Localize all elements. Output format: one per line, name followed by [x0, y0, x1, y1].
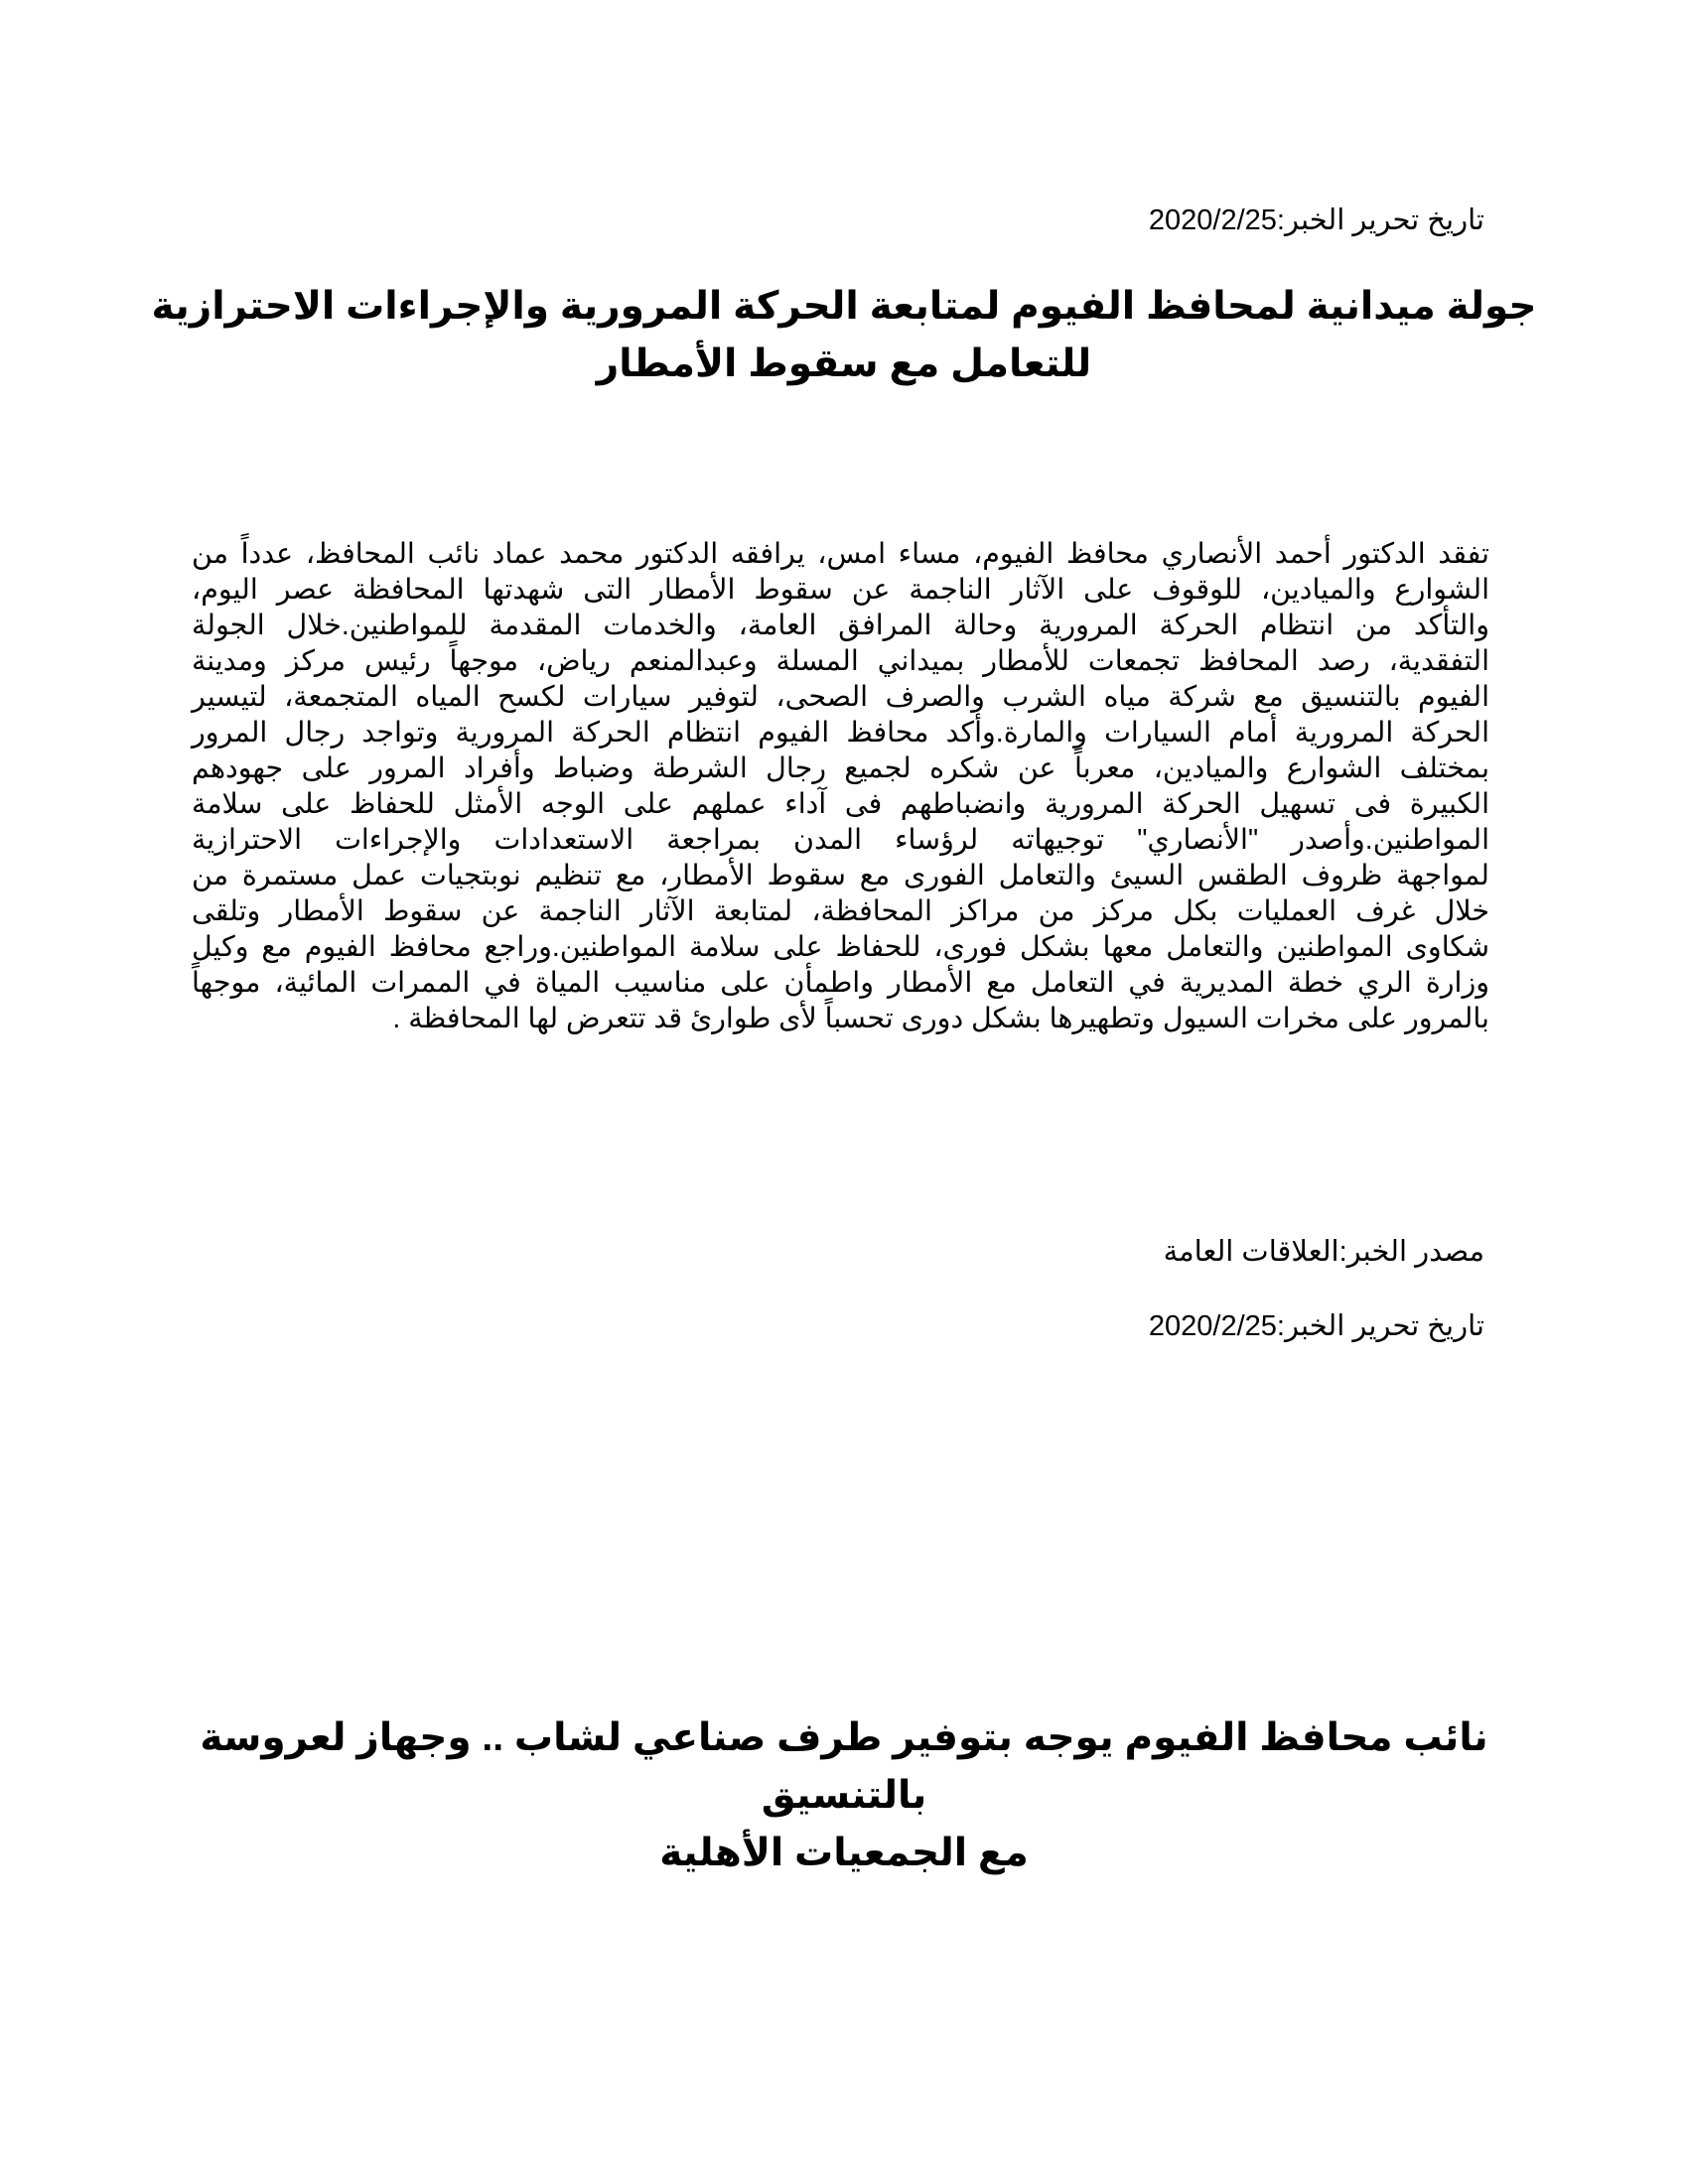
body-line: شكاوى المواطنين والتعامل معها بشكل فورى، للحفاظ على سلامة المواطنين.وراجع محافظ الفيوم مع وكيل	[192, 931, 1489, 963]
article-source	[1164, 1234, 1484, 1270]
body-line: لمواجهة ظروف الطقس السيئ والتعامل الفورى مع سقوط الأمطار، مع تنظيم نوبتجيات عمل مستمرة من	[192, 860, 1489, 891]
date-value: 2020/2/25	[1148, 205, 1277, 236]
article-date	[1149, 203, 1484, 238]
article-headline	[149, 278, 1539, 393]
headline-line-2: للتعامل مع سقوط الأمطار	[596, 342, 1092, 385]
body-line: التفقدية، رصد المحافظ تجمعات للأمطار بميداني المسلة وعبدالمنعم رياض، موجهاً رئيس مركز ومدينة	[192, 645, 1489, 677]
headline-line-1: نائب محافظ الفيوم يوجه بتوفير طرف صناعي لشاب .. وجهاز لعروسة بالتنسيق	[200, 1716, 1488, 1817]
date-label: تاريخ تحرير الخبر:	[1276, 1310, 1484, 1342]
body-line: الكبيرة فى تسهيل الحركة المرورية وانضباطهم فى آداء عملهم على الوجه الأمثل للحفاظ على سلامة	[192, 788, 1489, 820]
body-line: الفيوم بالتنسيق مع شركة مياه الشرب والصرف الصحى، لتوفير سيارات لكسح المياه المتجمعة، لتيسير	[192, 681, 1489, 713]
body-line: والتأكد من انتظام الحركة المرورية وحالة المرافق العامة، والخدمات المقدمة للمواطنين.خلال الجولة	[192, 610, 1489, 641]
body-line: الشوارع والميادين، للوقوف على الآثار الناجمة عن سقوط الأمطار التى شهدتها المحافظة عصر اليوم،	[192, 574, 1489, 606]
body-line: الحركة المرورية أمام السيارات والمارة.وأكد محافظ الفيوم انتظام الحركة المرورية وتواجد رجال المرور	[192, 717, 1489, 749]
body-line: المواطنين.وأصدر "الأنصاري" توجيهاته لرؤساء المدن بمراجعة الاستعدادات والإجراءات الاحترازية	[192, 824, 1489, 856]
article-date-footer	[1149, 1308, 1484, 1344]
article-body	[192, 536, 1489, 1036]
next-article-headline	[149, 1709, 1539, 1882]
body-line: بالمرور على مخرات السيول وتطهيرها بشكل دورى تحسباً لأى طوارئ قد تتعرض لها المحافظة .	[392, 1003, 1489, 1034]
headline-line-1: جولة ميدانية لمحافظ الفيوم لمتابعة الحركة المرورية والإجراءات الاحترازية	[151, 285, 1537, 328]
source-value: العلاقات العامة	[1163, 1236, 1339, 1268]
date-value: 2020/2/25	[1148, 1310, 1277, 1342]
body-line: وزارة الري خطة المديرية في التعامل مع الأمطار واطمأن على مناسيب المياة في الممرات المائية، موجهاً	[192, 967, 1489, 999]
headline-line-2: مع الجمعيات الأهلية	[659, 1832, 1029, 1874]
source-label: مصدر الخبر:	[1338, 1236, 1484, 1268]
body-line: بمختلف الشوارع والميادين، معرباً عن شكره لجميع رجال الشرطة وضباط وأفراد المرور على جهودهم	[192, 752, 1489, 784]
date-label: تاريخ تحرير الخبر:	[1276, 205, 1484, 236]
body-line: تفقد الدكتور أحمد الأنصاري محافظ الفيوم، مساء امس، يرافقه الدكتور محمد عماد نائب المحافظ، عدداً من	[192, 538, 1489, 570]
body-line: خلال غرف العمليات بكل مركز من مراكز المحافظة، لمتابعة الآثار الناجمة عن سقوط الأمطار وتلقى	[192, 895, 1489, 927]
